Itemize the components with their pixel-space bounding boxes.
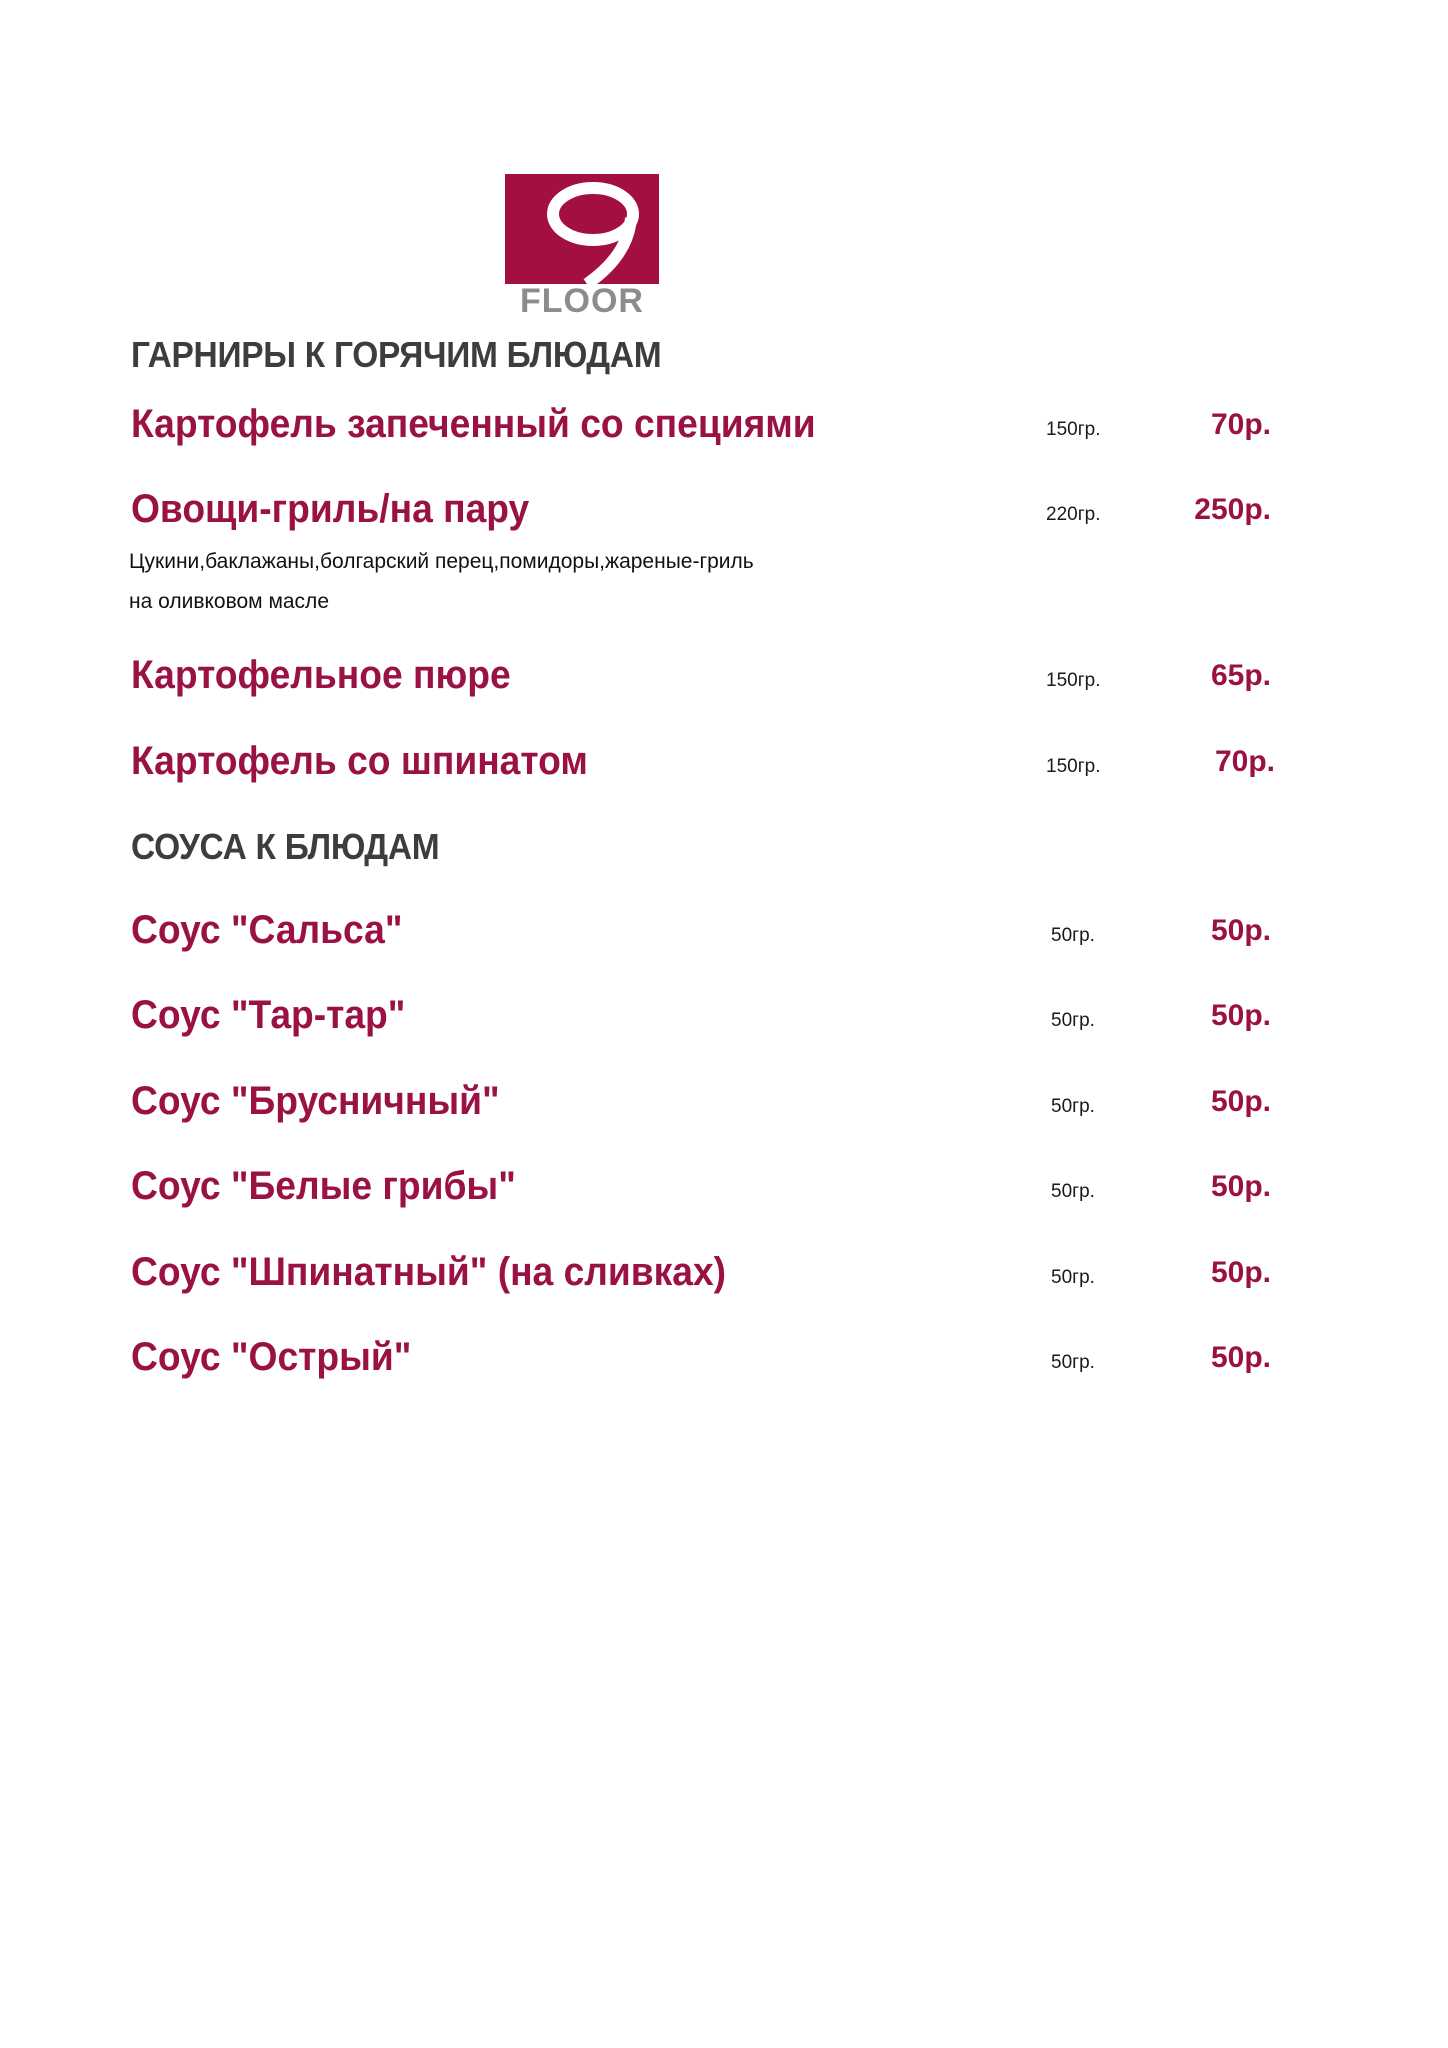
nine-floor-logo-icon bbox=[505, 174, 659, 316]
item-name: Картофель со шпинатом bbox=[131, 739, 588, 783]
item-description bbox=[129, 542, 754, 622]
item-name: Картофель запеченный со специями bbox=[131, 402, 816, 446]
item-weight: 50гр. bbox=[1051, 1352, 1095, 1373]
item-name: Овощи-гриль/на пару bbox=[131, 487, 530, 531]
item-price: 70р. bbox=[1214, 745, 1275, 778]
item-weight: 50гр. bbox=[1051, 1010, 1095, 1031]
item-price: 250р. bbox=[1194, 493, 1271, 526]
menu-item bbox=[131, 908, 1271, 968]
item-name: Соус "Белые грибы" bbox=[131, 1164, 516, 1208]
menu-item bbox=[131, 993, 1271, 1053]
item-description-line: Цукини,баклажаны,болгарский перец,помидоры,жареные-гриль bbox=[129, 550, 754, 573]
logo-word: FLOOR bbox=[520, 282, 644, 316]
item-weight: 50гр. bbox=[1051, 1096, 1095, 1117]
menu-item bbox=[131, 1335, 1271, 1395]
item-price: 50р. bbox=[1210, 999, 1271, 1032]
item-name: Соус "Сальса" bbox=[131, 908, 403, 952]
menu-item bbox=[131, 1164, 1271, 1224]
menu-item bbox=[131, 1079, 1271, 1139]
item-price: 50р. bbox=[1210, 914, 1271, 947]
item-weight: 50гр. bbox=[1051, 1181, 1095, 1202]
menu-item bbox=[131, 1250, 1271, 1310]
item-name: Соус "Шпинатный" (на сливках) bbox=[131, 1250, 727, 1294]
menu-item bbox=[131, 487, 1271, 547]
item-weight: 150гр. bbox=[1046, 419, 1101, 440]
section-heading-sauces: СОУСА К БЛЮДАМ bbox=[131, 826, 440, 867]
item-weight: 150гр. bbox=[1046, 756, 1101, 777]
item-name: Соус "Острый" bbox=[131, 1335, 412, 1379]
item-name: Картофельное пюре bbox=[131, 653, 511, 697]
item-weight: 50гр. bbox=[1051, 925, 1095, 946]
section-heading-sides: ГАРНИРЫ К ГОРЯЧИМ БЛЮДАМ bbox=[131, 334, 662, 375]
item-weight: 150гр. bbox=[1046, 670, 1101, 691]
item-price: 50р. bbox=[1210, 1256, 1271, 1289]
item-name: Соус "Брусничный" bbox=[131, 1079, 500, 1123]
item-price: 50р. bbox=[1210, 1085, 1271, 1118]
item-price: 50р. bbox=[1210, 1170, 1271, 1203]
item-weight: 50гр. bbox=[1051, 1267, 1095, 1288]
item-weight: 220гр. bbox=[1046, 504, 1101, 525]
item-price: 50р. bbox=[1210, 1341, 1271, 1374]
item-description-line: на оливковом масле bbox=[129, 590, 329, 613]
item-price: 70р. bbox=[1210, 408, 1271, 441]
item-price: 65р. bbox=[1210, 659, 1271, 692]
menu-item bbox=[131, 402, 1271, 462]
item-name: Соус "Тар-тар" bbox=[131, 993, 406, 1037]
menu-item bbox=[131, 739, 1275, 799]
restaurant-logo bbox=[505, 174, 659, 316]
menu-item bbox=[131, 653, 1271, 713]
